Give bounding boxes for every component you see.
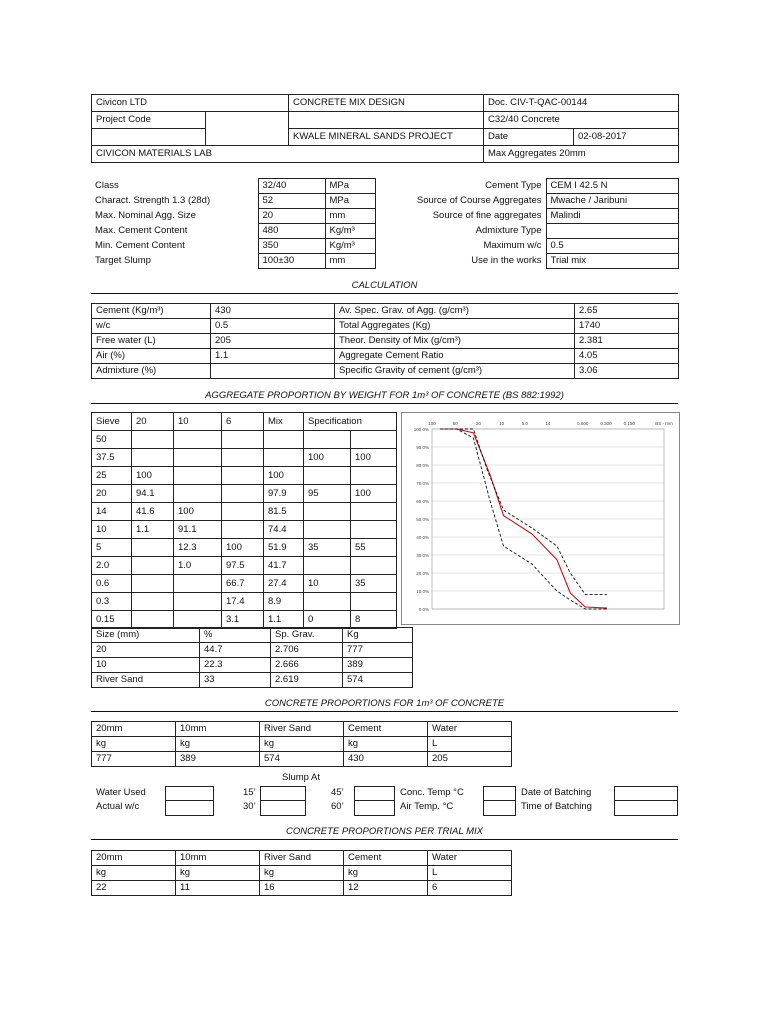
param-row: [91, 239, 375, 254]
sieve-cell: 1.1: [264, 611, 304, 629]
sieve-cell: 81.5: [264, 503, 304, 521]
size-cell: 389: [343, 658, 413, 673]
param-value: 480: [258, 224, 325, 239]
sieve-table: [91, 412, 397, 629]
sieve-header-cell: Sieve: [92, 413, 132, 431]
size-cell: 44.7: [200, 643, 271, 658]
sieve-cell: [264, 431, 304, 449]
tm-value-cell: 22: [92, 881, 176, 896]
cp-value-cell: 389: [176, 752, 260, 767]
material-value: 0.5: [546, 239, 678, 254]
sieve-row: [92, 467, 397, 485]
tm-unit-row: [92, 866, 512, 881]
sieve-cell: [222, 467, 264, 485]
sieve-cell: 27.4: [264, 575, 304, 593]
material-value: CEM I 42.5 N: [546, 179, 678, 194]
tm-unit-cell: L: [428, 866, 512, 881]
project-code-label: Project Code: [92, 112, 206, 129]
param-value: 20: [258, 209, 325, 224]
header-blank-2: [92, 129, 206, 146]
sieve-cell: 100: [351, 449, 397, 467]
conc-temp-label: Conc. Temp °C: [400, 787, 464, 798]
y-tick-label: 70.0%: [416, 481, 429, 486]
sieve-header-cell: Mix: [264, 413, 304, 431]
param-label: Max. Nominal Agg. Size: [95, 210, 196, 221]
param-value: 52: [258, 194, 325, 209]
calc-value: 205: [211, 334, 335, 349]
cp-header-cell: 20mm: [92, 722, 176, 737]
params-table: [91, 178, 376, 269]
sieve-cell: [304, 593, 351, 611]
calc-value-2: 1740: [575, 319, 679, 334]
tm-unit-cell: kg: [176, 866, 260, 881]
project-code-value: [206, 112, 289, 146]
lab-name: CIVICON MATERIALS LAB: [92, 146, 484, 163]
size-cell: 777: [343, 643, 413, 658]
sieve-cell: 0.3: [92, 593, 132, 611]
sieve-cell: 5: [92, 539, 132, 557]
sieve-header-cell: 6: [222, 413, 264, 431]
cp-header-cell: Water: [428, 722, 512, 737]
sieve-header-row: [92, 413, 397, 431]
tm-unit-cell: kg: [260, 866, 344, 881]
sieve-cell: 91.1: [174, 521, 222, 539]
sieve-cell: [132, 557, 174, 575]
calc-label-2: Aggregate Cement Ratio: [335, 349, 575, 364]
y-tick-label: 20.0%: [416, 571, 429, 576]
param-label: Charact. Strength 1.3 (28d): [95, 195, 211, 206]
slump-60-field[interactable]: [354, 800, 395, 816]
sieve-header-cell: 10: [174, 413, 222, 431]
cp-value-cell: 777: [92, 752, 176, 767]
sieve-row: [92, 575, 397, 593]
sieve-cell: [174, 431, 222, 449]
x-tick-label: 100: [428, 421, 436, 426]
y-tick-label: 0.0%: [418, 607, 429, 612]
concrete-proportions-table: [91, 721, 512, 767]
y-tick-label: 50.0%: [416, 517, 429, 522]
sieve-header-cell: Specification: [304, 413, 397, 431]
sieve-cell: 10: [92, 521, 132, 539]
sieve-cell: [174, 575, 222, 593]
project-name: KWALE MINERAL SANDS PROJECT: [289, 129, 484, 146]
sieve-row: [92, 611, 397, 629]
size-cell: 10: [92, 658, 200, 673]
sieve-row: [92, 593, 397, 611]
sieve-cell: [174, 485, 222, 503]
size-row: [92, 673, 413, 688]
calc-value-2: 2.65: [575, 304, 679, 319]
concrete-proportions-title: CONCRETE PROPORTIONS FOR 1m³ OF CONCRETE: [91, 697, 678, 712]
sieve-cell: [174, 593, 222, 611]
y-tick-label: 100.0%: [413, 427, 429, 432]
max-aggregates: Max Aggregates 20mm: [484, 146, 679, 163]
sieve-row: [92, 557, 397, 575]
doc-number: Doc. CIV-T-QAC-00144: [484, 95, 679, 112]
param-value: 100±30: [258, 254, 325, 269]
sieve-cell: [174, 467, 222, 485]
sieve-cell: 100: [174, 503, 222, 521]
sieve-cell: 94.1: [132, 485, 174, 503]
size-header-cell: Kg: [343, 628, 413, 643]
sieve-cell: [351, 557, 397, 575]
size-cell: 574: [343, 673, 413, 688]
x-tick-label: 0.600: [577, 421, 589, 426]
actual-wc-field[interactable]: [165, 800, 214, 816]
param-value: 32/40: [258, 179, 325, 194]
sieve-cell: 35: [304, 539, 351, 557]
calc-row: [92, 364, 679, 379]
sieve-cell: 17.4: [222, 593, 264, 611]
sieve-cell: 100: [304, 449, 351, 467]
cp-header-cell: 10mm: [176, 722, 260, 737]
calc-row: [92, 349, 679, 364]
slump-title: Slump At: [282, 772, 321, 783]
air-temp-label: Air Temp. °C: [400, 801, 454, 812]
sieve-cell: 14: [92, 503, 132, 521]
sieve-cell: 95: [304, 485, 351, 503]
size-cell: 22.3: [200, 658, 271, 673]
sieve-cell: [174, 449, 222, 467]
param-row: [91, 224, 375, 239]
sieve-cell: [304, 503, 351, 521]
tm-value-row: [92, 881, 512, 896]
cp-header-cell: Cement: [344, 722, 428, 737]
param-label: Min. Cement Content: [95, 240, 185, 251]
date-batching-label: Date of Batching: [521, 787, 592, 798]
x-tick-label: 0.150: [623, 421, 635, 426]
slump-45-label: 45’: [331, 787, 344, 798]
tm-unit-cell: kg: [92, 866, 176, 881]
cp-value-cell: 205: [428, 752, 512, 767]
sieve-cell: 12.3: [174, 539, 222, 557]
slump-30-label: 30’: [243, 801, 256, 812]
sieve-cell: 8: [351, 611, 397, 629]
size-cell: 2.706: [271, 643, 343, 658]
document-title: CONCRETE MIX DESIGN: [289, 95, 484, 112]
sieve-cell: [222, 503, 264, 521]
sieve-cell: [304, 557, 351, 575]
calc-label-2: Av. Spec. Grav. of Agg. (g/cm³): [335, 304, 575, 319]
water-used-label: Water Used: [96, 787, 146, 798]
sieve-cell: [222, 431, 264, 449]
material-row: [380, 209, 678, 224]
calc-label: Cement (Kg/m³): [92, 304, 211, 319]
grading-chart-svg: [402, 413, 679, 624]
calc-row: [92, 319, 679, 334]
param-row: [91, 254, 375, 269]
x-tick-label: 10: [499, 421, 505, 426]
sieve-cell: [351, 431, 397, 449]
materials-table: [380, 178, 679, 269]
sieve-cell: 2.0: [92, 557, 132, 575]
size-header-cell: Sp. Grav.: [271, 628, 343, 643]
tm-value-cell: 12: [344, 881, 428, 896]
material-row: [380, 254, 678, 269]
tm-header-cell: 20mm: [92, 851, 176, 866]
material-label: Source of fine aggregates: [432, 210, 542, 221]
sieve-header-cell: 20: [132, 413, 174, 431]
param-label: Target Slump: [95, 255, 151, 266]
cp-header-row: [92, 722, 512, 737]
cp-unit-row: [92, 737, 512, 752]
param-row: [91, 209, 375, 224]
trial-mix-title: CONCRETE PROPORTIONS PER TRIAL MIX: [91, 825, 678, 840]
date-value: 02-08-2017: [574, 129, 679, 146]
cp-unit-cell: kg: [344, 737, 428, 752]
x-tick-label: 50: [452, 421, 458, 426]
sieve-cell: [132, 431, 174, 449]
time-batching-field[interactable]: [614, 800, 678, 816]
sieve-cell: 10: [304, 575, 351, 593]
x-tick-label: BS - mm: [655, 421, 673, 426]
sieve-cell: 74.4: [264, 521, 304, 539]
sieve-row: [92, 431, 397, 449]
param-unit: Kg/m³: [325, 224, 375, 239]
tm-header-cell: Cement: [344, 851, 428, 866]
material-label: Use in the works: [471, 255, 542, 266]
sieve-cell: 97.5: [222, 557, 264, 575]
sieve-cell: [132, 539, 174, 557]
actual-wc-label: Actual w/c: [96, 801, 140, 812]
sieve-cell: 51.9: [264, 539, 304, 557]
sieve-cell: 20: [92, 485, 132, 503]
sieve-cell: [304, 521, 351, 539]
header-blank: [289, 112, 484, 129]
y-tick-label: 90.0%: [416, 445, 429, 450]
cp-value-cell: 430: [344, 752, 428, 767]
sieve-cell: [304, 431, 351, 449]
cp-unit-cell: kg: [260, 737, 344, 752]
sieve-cell: [132, 449, 174, 467]
calc-row: [92, 334, 679, 349]
sieve-cell: [222, 449, 264, 467]
sieve-cell: [132, 575, 174, 593]
date-label: Date: [484, 129, 574, 146]
param-row: [91, 179, 375, 194]
calculation-title: CALCULATION: [91, 279, 678, 294]
size-header-row: [92, 628, 413, 643]
material-row: [380, 179, 678, 194]
cp-value-row: [92, 752, 512, 767]
calc-label-2: Theor. Density of Mix (g/cm³): [335, 334, 575, 349]
calc-value: [211, 364, 335, 379]
calc-value: 1.1: [211, 349, 335, 364]
param-label: Class: [95, 180, 119, 191]
size-header-cell: Size (mm): [92, 628, 200, 643]
material-label: Source of Course Aggregates: [416, 195, 542, 206]
sieve-cell: 100: [222, 539, 264, 557]
material-value: [546, 224, 678, 239]
sieve-cell: [351, 593, 397, 611]
size-header-cell: %: [200, 628, 271, 643]
sieve-cell: 25: [92, 467, 132, 485]
calc-value: 0.5: [211, 319, 335, 334]
tm-header-cell: 10mm: [176, 851, 260, 866]
param-unit: MPa: [325, 179, 375, 194]
material-label: Admixture Type: [475, 225, 542, 236]
aggregate-proportion-title: AGGREGATE PROPORTION BY WEIGHT FOR 1m³ OF CONCRETE (BS 882:1992): [91, 389, 678, 404]
cp-header-cell: River Sand: [260, 722, 344, 737]
x-tick-label: 0.300: [600, 421, 612, 426]
x-tick-label: 14: [545, 421, 551, 426]
cp-unit-cell: kg: [176, 737, 260, 752]
sieve-cell: 8.9: [264, 593, 304, 611]
calc-value-2: 3.06: [575, 364, 679, 379]
slump-30-field[interactable]: [260, 800, 306, 816]
tm-value-cell: 16: [260, 881, 344, 896]
sieve-row: [92, 449, 397, 467]
concrete-grade: C32/40 Concrete: [484, 112, 679, 129]
calc-row: [92, 304, 679, 319]
calc-value-2: 4.05: [575, 349, 679, 364]
tm-value-cell: 6: [428, 881, 512, 896]
material-row: [380, 224, 678, 239]
calculation-table: [91, 303, 679, 379]
sieve-cell: [351, 503, 397, 521]
sieve-cell: 97.9: [264, 485, 304, 503]
material-label: Cement Type: [485, 180, 542, 191]
sieve-cell: 0.6: [92, 575, 132, 593]
sieve-cell: 50: [92, 431, 132, 449]
param-unit: mm: [325, 254, 375, 269]
size-cell: River Sand: [92, 673, 200, 688]
param-label: Max. Cement Content: [95, 225, 188, 236]
calc-label: Free water (L): [92, 334, 211, 349]
sieve-row: [92, 485, 397, 503]
material-label: Maximum w/c: [483, 240, 542, 251]
cp-unit-cell: L: [428, 737, 512, 752]
material-row: [380, 239, 678, 254]
param-unit: Kg/m³: [325, 239, 375, 254]
sieve-cell: 41.7: [264, 557, 304, 575]
sieve-cell: [222, 485, 264, 503]
calc-label: w/c: [92, 319, 211, 334]
sieve-cell: 0.15: [92, 611, 132, 629]
sieve-cell: 100: [351, 485, 397, 503]
sieve-row: [92, 503, 397, 521]
y-tick-label: 30.0%: [416, 553, 429, 558]
company-name: Civicon LTD: [92, 95, 289, 112]
material-value: Mwache / Jaribuni: [546, 194, 678, 209]
sieve-cell: 3.1: [222, 611, 264, 629]
size-cell: 33: [200, 673, 271, 688]
material-value: Malindi: [546, 209, 678, 224]
air-temp-field[interactable]: [483, 800, 516, 816]
calc-value: 430: [211, 304, 335, 319]
size-cell: 2.666: [271, 658, 343, 673]
sieve-cell: [304, 467, 351, 485]
trial-mix-table: [91, 850, 512, 896]
tm-unit-cell: kg: [344, 866, 428, 881]
calc-label: Air (%): [92, 349, 211, 364]
sieve-cell: 37.5: [92, 449, 132, 467]
specification-limit-line: [440, 429, 607, 595]
y-tick-label: 40.0%: [416, 535, 429, 540]
sieve-cell: 35: [351, 575, 397, 593]
sieve-cell: 100: [264, 467, 304, 485]
sieve-cell: 1.1: [132, 521, 174, 539]
y-tick-label: 60.0%: [416, 499, 429, 504]
tm-header-cell: Water: [428, 851, 512, 866]
sieve-cell: 41.6: [132, 503, 174, 521]
size-cell: 2.619: [271, 673, 343, 688]
sieve-cell: 55: [351, 539, 397, 557]
slump-15-label: 15’: [243, 787, 256, 798]
y-tick-label: 10.0%: [416, 589, 429, 594]
header-table: [91, 94, 679, 163]
size-row: [92, 658, 413, 673]
tm-value-cell: 11: [176, 881, 260, 896]
sieve-cell: 100: [132, 467, 174, 485]
sieve-row: [92, 521, 397, 539]
sieve-cell: 1.0: [174, 557, 222, 575]
x-tick-label: 20: [475, 421, 481, 426]
size-cell: 20: [92, 643, 200, 658]
calc-label-2: Specific Gravity of cement (g/cm³): [335, 364, 575, 379]
sieve-cell: [132, 611, 174, 629]
time-batching-label: Time of Batching: [521, 801, 592, 812]
cp-unit-cell: kg: [92, 737, 176, 752]
sieve-cell: [264, 449, 304, 467]
sieve-cell: 0: [304, 611, 351, 629]
calc-label-2: Total Aggregates (Kg): [335, 319, 575, 334]
sieve-cell: 66.7: [222, 575, 264, 593]
sieve-cell: [222, 521, 264, 539]
param-unit: MPa: [325, 194, 375, 209]
param-value: 350: [258, 239, 325, 254]
y-tick-label: 80.0%: [416, 463, 429, 468]
param-row: [91, 194, 375, 209]
sieve-cell: [351, 521, 397, 539]
sieve-cell: [174, 611, 222, 629]
tm-header-row: [92, 851, 512, 866]
size-table: [91, 627, 413, 688]
sieve-cell: [351, 467, 397, 485]
calc-label: Admixture (%): [92, 364, 211, 379]
material-value: Trial mix: [546, 254, 678, 269]
param-unit: mm: [325, 209, 375, 224]
cp-value-cell: 574: [260, 752, 344, 767]
material-row: [380, 194, 678, 209]
sieve-cell: [132, 593, 174, 611]
size-row: [92, 643, 413, 658]
sieve-row: [92, 539, 397, 557]
calc-value-2: 2.381: [575, 334, 679, 349]
mix-grading-line: [440, 429, 607, 608]
slump-60-label: 60’: [331, 801, 344, 812]
grading-chart: [401, 412, 680, 625]
tm-header-cell: River Sand: [260, 851, 344, 866]
x-tick-label: 5.0: [521, 421, 528, 426]
